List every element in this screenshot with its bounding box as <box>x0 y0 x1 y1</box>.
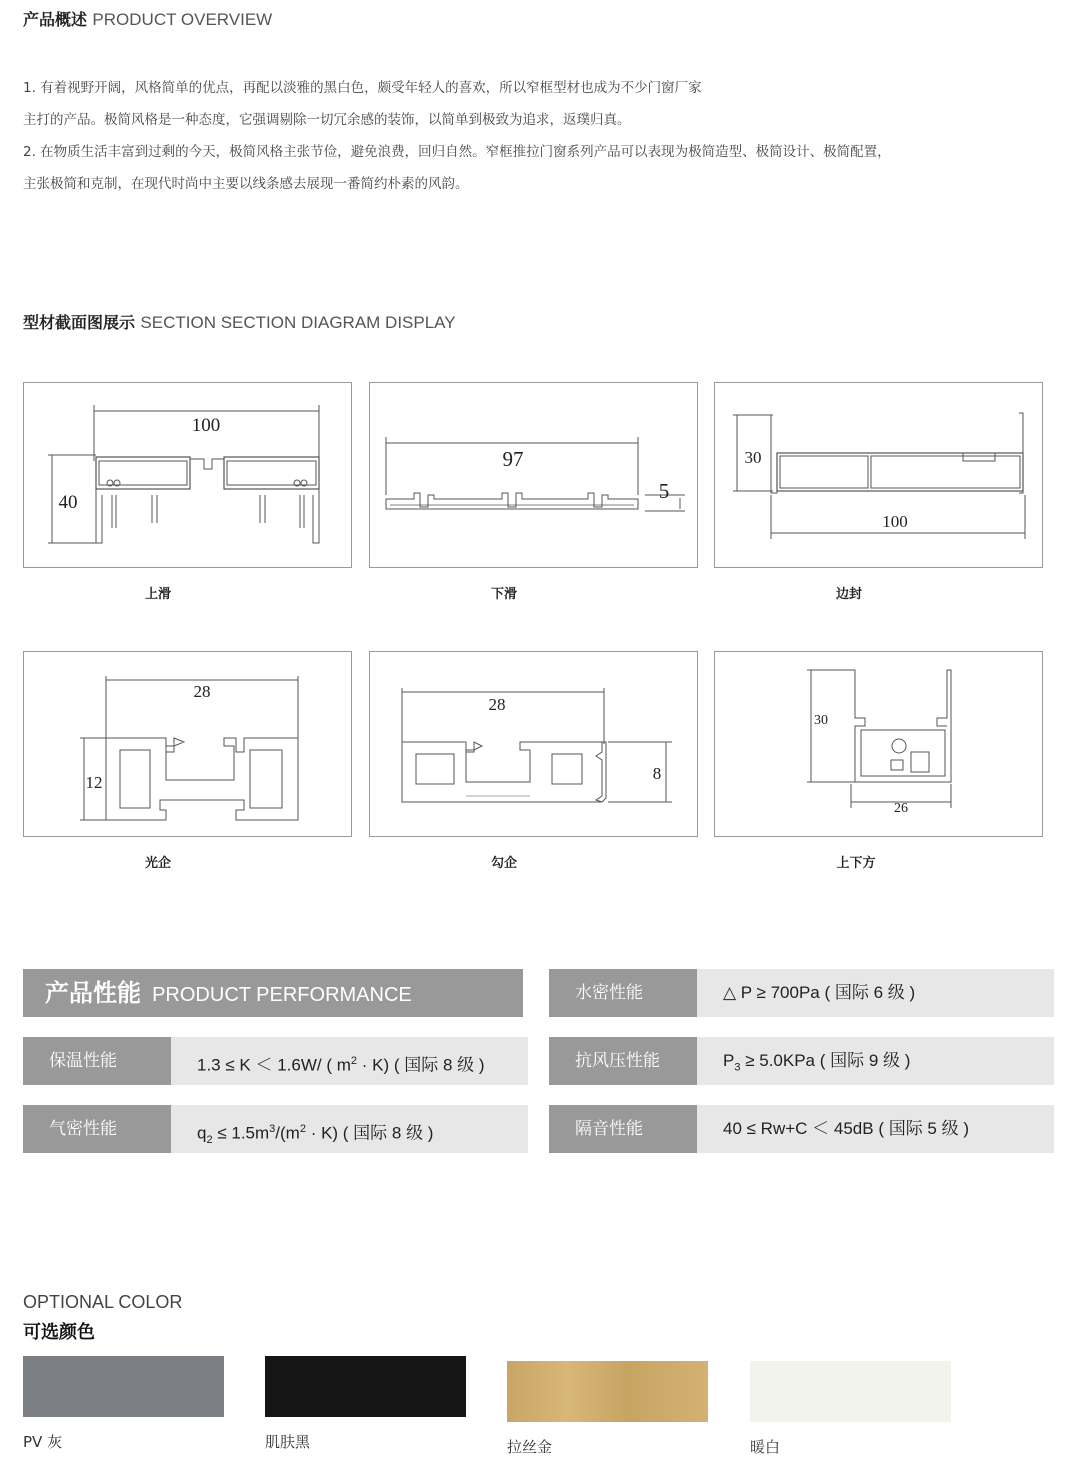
dim-height: 40 <box>58 492 78 513</box>
color-label: 拉丝金 <box>507 1438 553 1456</box>
dim-width: 100 <box>882 512 908 531</box>
perf-label: 隔音性能 <box>549 1105 697 1153</box>
dim-height: 12 <box>85 773 103 792</box>
overview-title <box>23 7 272 30</box>
overview-title-cn: 产品概述 <box>23 10 88 29</box>
caption-side-seal: 边封 <box>835 587 863 602</box>
diagram-top-bottom-rail <box>714 651 1043 837</box>
perf-value: $P_3 \ge 5.0KPa$ ( 国际 9 级 ) <box>697 1037 1054 1085</box>
sections-title-en: SECTION SECTION DIAGRAM DISPLAY <box>140 313 456 332</box>
overview-title-en: PRODUCT OVERVIEW <box>92 10 273 29</box>
dim-width: 26 <box>894 801 908 816</box>
overview-line: 1. 有着视野开阔，风格简单的优点，再配以淡雅的黑白色，颇受年轻人的喜欢，所以窄框型材也成为不少门窗厂家 <box>23 80 702 96</box>
diagram-hook-stile <box>369 651 698 837</box>
dim-width: 28 <box>193 682 211 701</box>
colors-title-cn: 可选颜色 <box>23 1322 95 1343</box>
performance-title <box>23 969 523 1017</box>
dim-thickness: 5 <box>658 479 670 503</box>
overview-line: 2. 在物质生活丰富到过剩的今天，极简风格主张节俭，避免浪费，回归自然。窄框推拉门窗系列产品可以表现为极简造型、极简设计、极简配置， <box>23 144 891 160</box>
sections-title <box>23 310 456 333</box>
perf-value: 1.3 ≤ K ＜ 1.6W/ ( $m^2 \cdot K$) ( 国际 8 级 ) <box>171 1037 528 1085</box>
caption-lower-track: 下滑 <box>490 587 518 602</box>
performance-title-cn: 产品性能 <box>45 979 141 1007</box>
color-swatch-pv-grey[interactable] <box>23 1356 224 1417</box>
color-label: 肌肤黑 <box>265 1433 311 1451</box>
caption-smooth-stile: 光企 <box>144 856 172 871</box>
perf-value: 40 ≤ Rw+C ＜ 45dB ( 国际 5 级 ) <box>697 1105 1054 1153</box>
color-label: PV 灰 <box>23 1433 63 1451</box>
dim-height: 30 <box>814 713 828 728</box>
caption-hook-stile: 勾企 <box>490 856 518 871</box>
color-swatch-brushed-gold[interactable] <box>507 1361 708 1422</box>
dim-height: 30 <box>744 448 762 467</box>
color-swatch-skin-black[interactable] <box>265 1356 466 1417</box>
performance-title-en: PRODUCT PERFORMANCE <box>152 984 412 1006</box>
perf-label: 气密性能 <box>23 1105 171 1153</box>
colors-title-en: OPTIONAL COLOR <box>23 1292 183 1312</box>
color-swatch-warm-white[interactable] <box>750 1361 951 1422</box>
color-label: 暖白 <box>750 1438 781 1456</box>
perf-value: △ P ≥ 700Pa ( 国际 6 级 ) <box>697 969 1054 1017</box>
diagram-smooth-stile <box>23 651 352 837</box>
perf-label: 抗风压性能 <box>549 1037 697 1085</box>
dim-width: 100 <box>191 415 221 436</box>
perf-label: 保温性能 <box>23 1037 171 1085</box>
caption-top-bottom-rail: 上下方 <box>836 856 876 871</box>
overview-line: 主张极简和克制，在现代时尚中主要以线条感去展现一番简约朴素的风韵。 <box>23 176 469 192</box>
overview-paragraph <box>23 72 891 200</box>
diagram-side-seal <box>714 382 1043 568</box>
diagram-upper-track <box>23 382 352 568</box>
sections-title-cn: 型材截面图展示 <box>23 313 136 332</box>
dim-width: 97 <box>502 447 524 471</box>
overview-line: 主打的产品。极简风格是一种态度，它强调剔除一切冗余感的装饰，以简单到极致为追求，返璞归真。 <box>23 112 631 128</box>
diagram-lower-track <box>369 382 698 568</box>
perf-value: $q_2 \le 1.5m^3/(m^2 \cdot K)$ ( 国际 8 级 ) <box>171 1105 528 1153</box>
perf-label: 水密性能 <box>549 969 697 1017</box>
dim-height: 8 <box>652 764 662 783</box>
dim-width: 28 <box>488 695 506 714</box>
caption-upper-track: 上滑 <box>144 587 172 602</box>
